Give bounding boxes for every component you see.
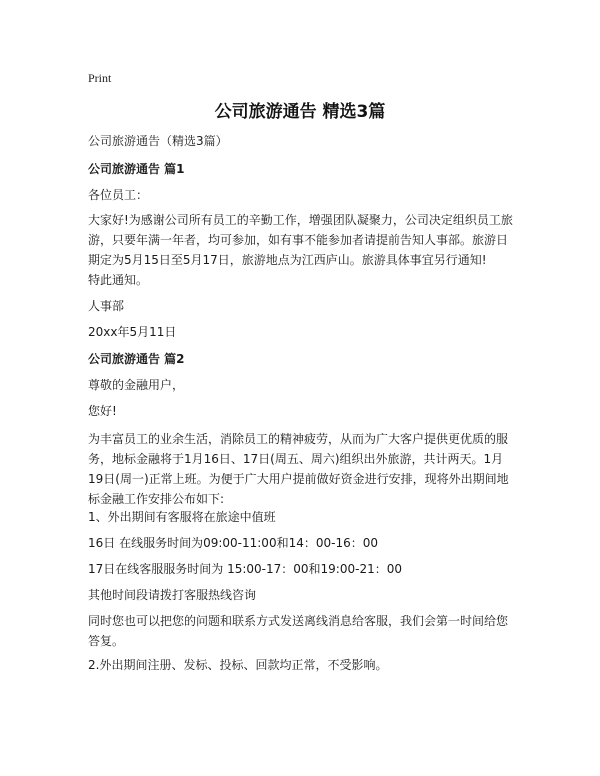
- section2-other: 其他时间段请拨打客服热线咨询: [88, 588, 257, 602]
- section1-heading: 公司旅游通告 篇1: [88, 162, 185, 176]
- section2-greeting: 尊敬的金融用户，: [88, 378, 185, 392]
- print-link[interactable]: Print: [88, 71, 112, 85]
- section2-body: 为丰富员工的业余生活，消除员工的精神疲劳，从而为广大客户提供更优质的服务，地标金融将于1月16日、17日(周五、周六)组织出外旅游，共计两天。1月19日(周一)正常上班。为便于广大用户提前做好资金进行安排，现将外出期间地标金融工作安排公布如下:: [88, 432, 509, 506]
- section1-department: 人事部: [88, 299, 125, 313]
- section1-date: 20xx年5月11日: [88, 325, 177, 339]
- section1-closing: 特此通知。: [88, 273, 149, 287]
- section2-contact: 同时您也可以把您的问题和联系方式发送离线消息给客服，我们会第一时间给您答复。: [88, 614, 509, 648]
- page-title: 公司旅游通告 精选3篇: [214, 102, 386, 122]
- section2-item2: 2.外出期间注册、发标、投标、回款均正常，不受影响。: [88, 658, 388, 672]
- section2-item1: 1、外出期间有客服将在旅途中值班: [88, 510, 276, 524]
- section1-greeting: 各位员工：: [88, 188, 149, 202]
- section2-hello: 您好!: [88, 404, 117, 418]
- document-subtitle: 公司旅游通告（精选3篇）: [88, 134, 228, 148]
- section2-heading: 公司旅游通告 篇2: [88, 352, 185, 366]
- section2-line-16: 16日 在线服务时间为09:00-11:00和14：00-16：00: [88, 536, 378, 550]
- section2-line-17: 17日在线客服服务时间为 15:00-17：00和19:00-21：00: [88, 562, 402, 576]
- section1-body: 大家好!为感谢公司所有员工的辛勤工作，增强团队凝聚力，公司决定组织员工旅游，只要年满一年者，均可参加，如有事不能参加者请提前告知人事部。旅游日期定为5月15日至5月17日，旅游地点为江西庐山。旅游具体事宜另行通知!: [88, 213, 513, 267]
